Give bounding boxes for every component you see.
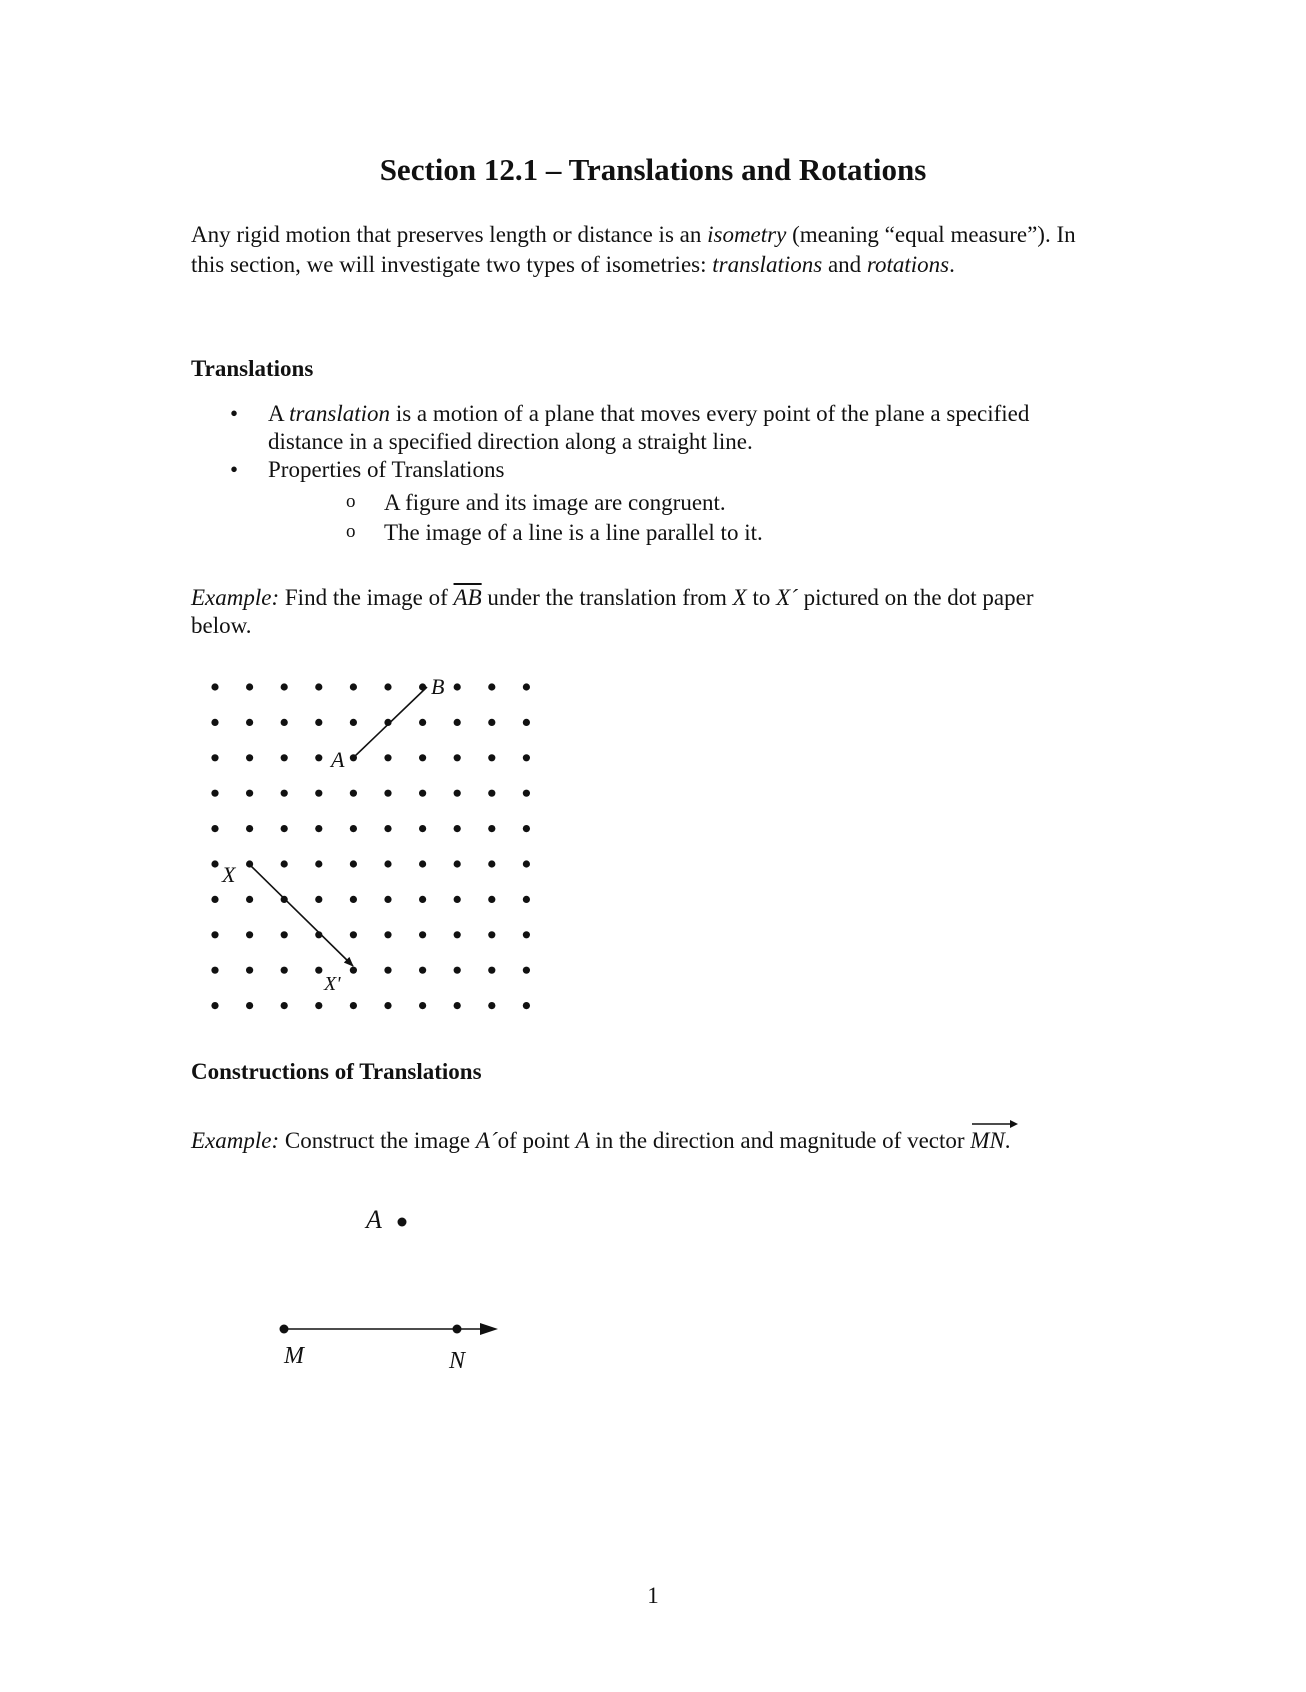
example-label: Example: — [191, 1128, 280, 1153]
point-a-ref: A — [575, 1128, 590, 1153]
rotations-term: rotations — [866, 252, 950, 277]
vector-mn-arrowhead — [480, 1323, 498, 1335]
example-label: Example: — [191, 585, 280, 610]
point-n — [453, 1325, 462, 1334]
label-b: B — [431, 674, 445, 699]
property-item: o A figure and its image are congruent. — [268, 488, 1090, 518]
example-1-text-2: under the translation from — [481, 585, 733, 610]
label-m: M — [284, 1343, 304, 1369]
intro-text-2: (meaning “equal measure”). In this section, we will investigate two types of isometries: — [191, 222, 1076, 277]
label-n: N — [449, 1348, 466, 1374]
segment-ab: $\overline{AB}$ — [453, 585, 482, 610]
label-x-prime: X' — [324, 973, 341, 995]
definition-text-2: is a motion of a plane that moves every point of the plane a specified distance in a specified direction along a straight line. — [268, 401, 1030, 454]
example-2-text-3: in the direction and magnitude of vector — [589, 1128, 971, 1153]
example-1-text-1: Find the image of — [279, 585, 454, 610]
point-m — [280, 1325, 289, 1334]
example-1-text-4: pictured on the dot paper below. — [191, 585, 1034, 638]
intro-text-1: Any rigid motion that preserves length or distance is an — [191, 222, 708, 247]
point-a — [398, 1218, 407, 1227]
example-2-text-4: . — [1004, 1128, 1011, 1153]
example-1-text-3: to — [746, 585, 777, 610]
example-2-text-1: Construct the image — [279, 1128, 476, 1153]
translation-term: translation — [289, 401, 391, 426]
vector-mn-label: MN — [970, 1128, 1005, 1153]
intro-text-3: and — [822, 252, 867, 277]
isometry-term: isometry — [707, 222, 787, 247]
point-x-prime-ref: X´ — [776, 585, 798, 610]
label-x: X — [222, 862, 236, 887]
constructions-heading: Constructions of Translations — [191, 1059, 482, 1084]
property-item: o The image of a line is a line parallel to it. — [268, 518, 1090, 548]
properties-label: Properties of Translations — [268, 457, 505, 482]
label-point-a: A — [366, 1205, 382, 1234]
label-a: A — [331, 747, 345, 772]
intro-text-4: . — [949, 252, 955, 277]
page-number: 1 — [647, 1583, 659, 1608]
translations-term: translations — [712, 252, 823, 277]
point-x-ref: X — [732, 585, 747, 610]
example-2-text-2: of point — [497, 1128, 576, 1153]
point-a-prime-ref: A´ — [475, 1128, 498, 1153]
definition-text-1: A — [268, 401, 290, 426]
translations-heading: Translations — [191, 356, 314, 381]
page-title: Section 12.1 – Translations and Rotations — [379, 152, 927, 187]
